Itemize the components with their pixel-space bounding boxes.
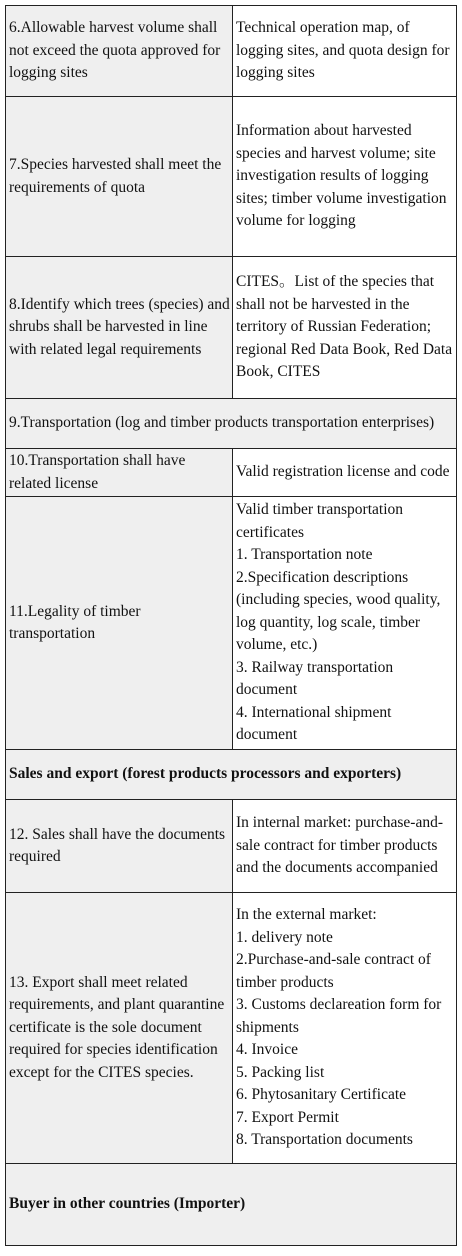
evidence-cell [233,893,457,1164]
requirement-cell: 10.Transportation shall have related license [6,449,233,497]
section-heading: 9.Transportation (log and timber products transportation enterprises) [6,399,457,449]
requirement-cell: 8.Identify which trees (species) and shrubs shall be harvested in line with related legal requirements [6,257,233,399]
table-row [6,97,457,257]
section-row [6,399,457,449]
table-row [6,449,457,497]
evidence-cell: CITES。List of the species that shall not be harvested in the territory of Russian Federation; regional Red Data Book, Red Data Book, CITES [233,257,457,399]
evidence-line: 7. Export Permit [236,1108,339,1126]
evidence-cell [233,497,457,750]
section-heading: Buyer in other countries (Importer) [6,1164,457,1246]
evidence-line: 5. Packing list [236,1063,325,1081]
table-row [6,6,457,97]
evidence-line: 2.Purchase-and-sale contract of timber products [236,951,431,991]
requirement-cell: 11.Legality of timber transportation [6,497,233,750]
section-heading: Sales and export (forest products processors and exporters) [6,750,457,800]
evidence-line: 2.Specification descriptions (including species, wood quality, log quantity, log scale, timber volume, etc.) [236,568,441,654]
requirement-cell: 7.Species harvested shall meet the requirements of quota [6,97,233,257]
evidence-line: 6. Phytosanitary Certificate [236,1086,407,1104]
section-row [6,750,457,800]
evidence-line: Valid timber transportation certificates [236,501,404,541]
evidence-cell: Technical operation map, of logging sites, and quota design for logging sites [233,6,457,97]
evidence-line: In the external market: [236,906,377,924]
requirements-table [5,5,457,1246]
evidence-line: 1. Transportation note [236,546,373,564]
section-row [6,1164,457,1246]
table-row [6,893,457,1164]
evidence-line: 3. Railway transportation document [236,658,394,699]
table-row [6,800,457,893]
requirement-cell: 6.Allowable harvest volume shall not exceed the quota approved for logging sites [6,6,233,97]
requirement-cell: 12. Sales shall have the documents required [6,800,233,893]
table-row [6,497,457,750]
evidence-line: 1. delivery note [236,928,333,946]
evidence-cell: In internal market: purchase-and-sale contract for timber products and the documents accompanied [233,800,457,893]
table-row [6,257,457,399]
evidence-line: 3. Customs declareation form for shipments [236,996,442,1036]
evidence-cell: Information about harvested species and harvest volume; site investigation results of logging sites; timber volume investigation volume for logging [233,97,457,257]
evidence-line: 4. Invoice [236,1041,298,1059]
requirement-cell: 13. Export shall meet related requirements, and plant quarantine certificate is the sole document required for species identification except for the CITES species. [6,893,233,1164]
evidence-line: 4. International shipment document [236,703,392,744]
evidence-cell: Valid registration license and code [233,449,457,497]
evidence-line: 8. Transportation documents [236,1131,413,1149]
